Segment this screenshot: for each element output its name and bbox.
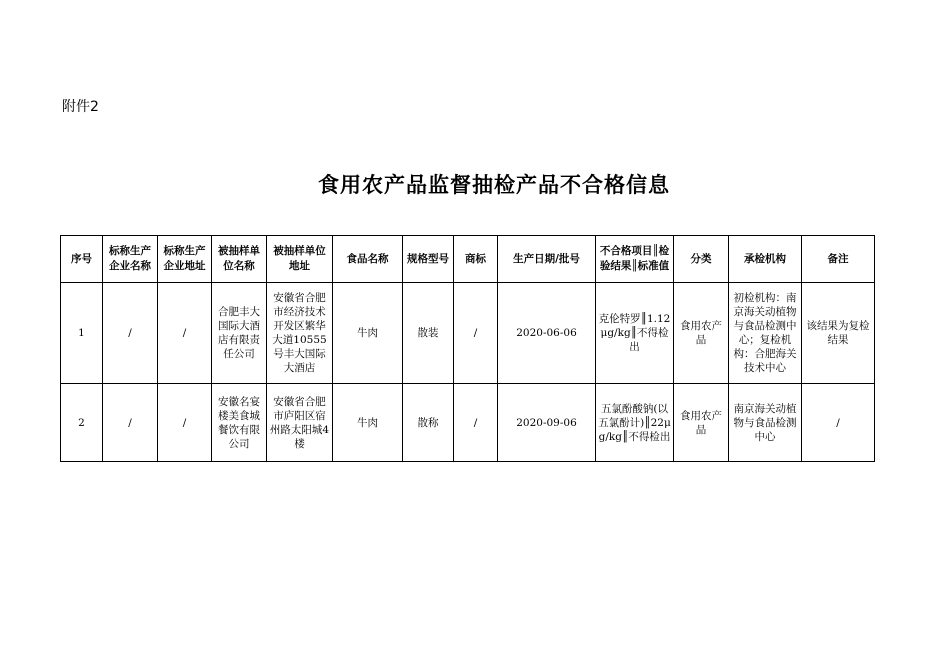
cell-sampled-unit-name: 合肥丰大国际大酒店有限责任公司 <box>212 283 267 384</box>
column-header-seq: 序号 <box>61 236 103 283</box>
table-row <box>61 384 875 462</box>
cell-seq: 1 <box>61 283 103 384</box>
table-header-row <box>61 236 875 283</box>
cell-spec: 散装 <box>403 283 454 384</box>
table-row <box>61 283 875 384</box>
cell-sampled-unit-name: 安徽名宴楼美食城餐饮有限公司 <box>212 384 267 462</box>
cell-category: 食用农产品 <box>674 384 729 462</box>
column-header-remarks: 备注 <box>802 236 875 283</box>
cell-production-date: 2020-06-06 <box>498 283 596 384</box>
cell-producer-name: / <box>103 283 158 384</box>
cell-producer-name: / <box>103 384 158 462</box>
cell-nonconformity: 克伦特罗║1.12μg/kg║不得检出 <box>596 283 674 384</box>
column-header-food-name: 食品名称 <box>333 236 403 283</box>
column-header-production-date: 生产日期/批号 <box>498 236 596 283</box>
cell-production-date: 2020-09-06 <box>498 384 596 462</box>
cell-producer-address: / <box>158 283 212 384</box>
column-header-sampled-unit-address: 被抽样单位地址 <box>267 236 333 283</box>
nonconforming-products-table <box>60 235 875 462</box>
cell-spec: 散称 <box>403 384 454 462</box>
cell-category: 食用农产品 <box>674 283 729 384</box>
cell-seq: 2 <box>61 384 103 462</box>
cell-brand: / <box>454 283 498 384</box>
column-header-category: 分类 <box>674 236 729 283</box>
cell-nonconformity: 五氯酚酸钠(以五氯酚计)║22μg/kg║不得检出 <box>596 384 674 462</box>
cell-testing-agency <box>729 384 802 462</box>
cell-food-name: 牛肉 <box>333 283 403 384</box>
column-header-producer-address: 标称生产企业地址 <box>158 236 212 283</box>
column-header-nonconformity: 不合格项目║检验结果║标准值 <box>596 236 674 283</box>
cell-sampled-unit-address: 安徽省合肥市庐阳区宿州路太阳城4楼 <box>267 384 333 462</box>
testing-agency-text: 南京海关动植物与食品检测中心 <box>733 402 797 443</box>
column-header-brand: 商标 <box>454 236 498 283</box>
testing-agency-text: 初检机构：南京海关动植物与食品检测中心；复检机构：合肥海关技术中心 <box>733 292 797 374</box>
cell-sampled-unit-address: 安徽省合肥市经济技术开发区繁华大道10555号丰大国际大酒店 <box>267 283 333 384</box>
cell-remarks: / <box>802 384 875 462</box>
cell-testing-agency <box>729 283 802 384</box>
column-header-sampled-unit-name: 被抽样单位名称 <box>212 236 267 283</box>
column-header-testing-agency: 承检机构 <box>729 236 802 283</box>
cell-brand: / <box>454 384 498 462</box>
cell-producer-address: / <box>158 384 212 462</box>
column-header-producer-name: 标称生产企业名称 <box>103 236 158 283</box>
page-title: 食用农产品监督抽检产品不合格信息 <box>318 173 670 197</box>
column-header-spec: 规格型号 <box>403 236 454 283</box>
attachment-label: 附件2 <box>62 99 99 115</box>
cell-remarks: 该结果为复检结果 <box>802 283 875 384</box>
cell-food-name: 牛肉 <box>333 384 403 462</box>
